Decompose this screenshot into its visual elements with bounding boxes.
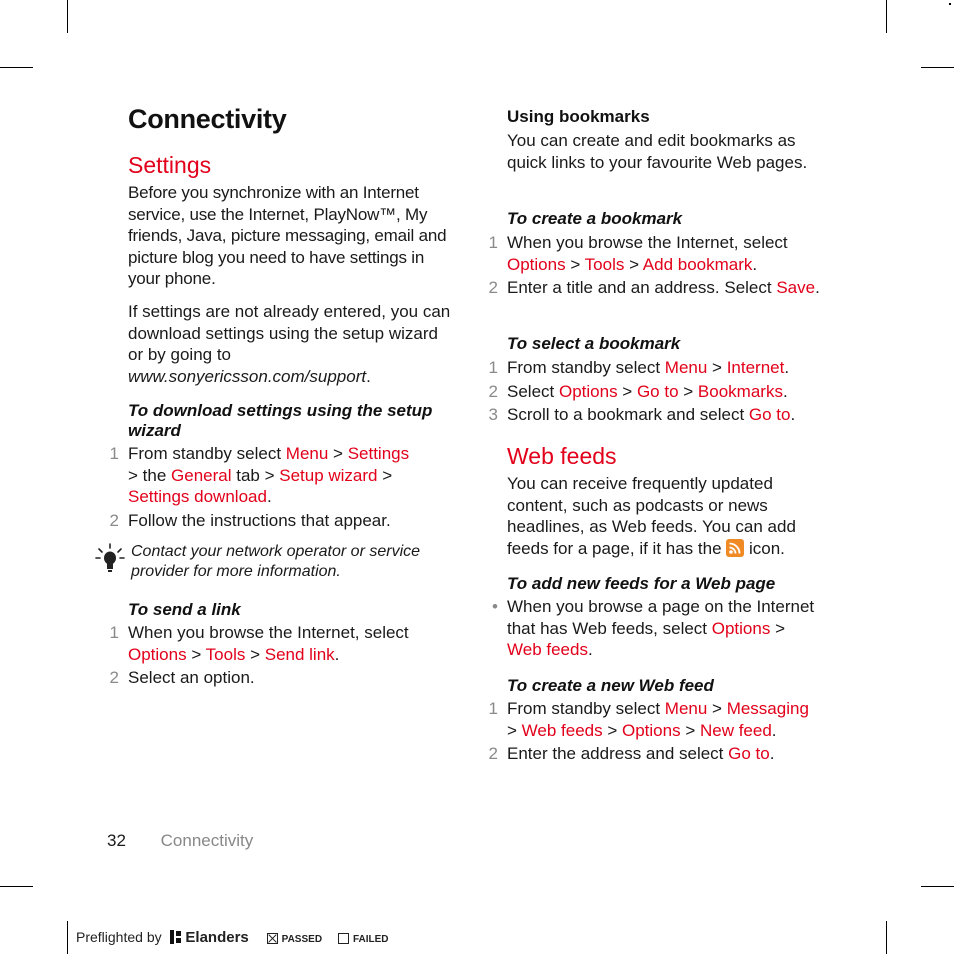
crop-mark bbox=[67, 921, 68, 954]
step-number: 2 bbox=[109, 668, 119, 687]
tools-link[interactable]: Tools bbox=[205, 644, 246, 664]
bookmarks-paragraph: You can create and edit bookmarks as quick links to your favourite Web pages. bbox=[507, 131, 808, 172]
select-bookmark-steps bbox=[488, 357, 847, 426]
support-url[interactable]: www.sonyericsson.com/support bbox=[128, 366, 367, 386]
settings-heading: Settings bbox=[128, 152, 212, 178]
menu-link[interactable]: Menu bbox=[664, 699, 708, 718]
new-feed-steps bbox=[488, 698, 847, 765]
web-feeds-link[interactable]: Web feeds bbox=[521, 720, 603, 740]
step-2: 2 Select an option. bbox=[128, 667, 448, 689]
step-1: 1 From standby select Menu > Messaging > Web feeds > Options > New feed. bbox=[507, 698, 847, 741]
download-settings-heading: To download settings using the setup wizard bbox=[128, 401, 433, 440]
crop-mark bbox=[921, 67, 954, 68]
step-1: 1 When you browse the Internet, select Options > Tools > Add bookmark. bbox=[507, 232, 837, 275]
options-link[interactable]: Options bbox=[128, 644, 187, 664]
step-number: 2 bbox=[488, 278, 498, 297]
menu-link[interactable]: Menu bbox=[285, 444, 329, 463]
lightbulb-icon bbox=[95, 543, 125, 575]
settings-link[interactable]: Settings bbox=[347, 444, 410, 463]
checkbox-checked-icon bbox=[267, 933, 278, 944]
step-number: 2 bbox=[109, 510, 119, 530]
crop-mark bbox=[886, 921, 887, 954]
crop-mark bbox=[921, 886, 954, 887]
step-2: 2 Follow the instructions that appear. bbox=[128, 510, 448, 532]
step-number: 2 bbox=[488, 381, 498, 401]
create-bookmark-steps bbox=[488, 232, 837, 299]
save-link[interactable]: Save bbox=[776, 278, 816, 297]
step-3: 3 Scroll to a bookmark and select Go to. bbox=[507, 404, 847, 426]
preflight-passed: PASSED bbox=[281, 934, 323, 945]
go-to-link[interactable]: Go to bbox=[748, 405, 791, 424]
add-feeds-steps bbox=[492, 596, 817, 661]
preflight-stamp bbox=[76, 929, 389, 946]
general-link[interactable]: General bbox=[171, 465, 232, 485]
checkbox-empty-icon bbox=[338, 933, 349, 944]
preflight-prefix: Preflighted by bbox=[76, 929, 162, 945]
using-bookmarks-heading: Using bookmarks bbox=[507, 107, 650, 126]
step-1: 1 From standby select Menu > Internet. bbox=[507, 357, 847, 379]
step-number: 1 bbox=[488, 233, 498, 252]
bullet: • bbox=[492, 597, 498, 616]
step-1: 1 From standby select Menu > Settings > the General tab > Setup wizard > Settings download. bbox=[128, 443, 448, 508]
new-feed-link[interactable]: New feed bbox=[699, 720, 772, 740]
preflight-failed: FAILED bbox=[352, 934, 389, 945]
step-number: 1 bbox=[488, 699, 498, 718]
select-bookmark-heading: To select a bookmark bbox=[507, 334, 681, 353]
step-number: 2 bbox=[488, 744, 498, 763]
download-steps bbox=[109, 443, 448, 531]
step-number: 1 bbox=[109, 444, 119, 463]
send-link-steps bbox=[109, 622, 448, 689]
go-to-link[interactable]: Go to bbox=[636, 381, 679, 401]
footer-section: Connectivity bbox=[160, 831, 254, 850]
internet-link[interactable]: Internet bbox=[726, 358, 785, 377]
options-link[interactable]: Options bbox=[711, 618, 771, 638]
options-link[interactable]: Options bbox=[558, 381, 618, 401]
crop-mark bbox=[886, 0, 887, 33]
tools-link[interactable]: Tools bbox=[584, 254, 625, 274]
rss-feed-icon bbox=[726, 539, 744, 557]
web-feeds-heading: Web feeds bbox=[507, 443, 617, 469]
step-number: 1 bbox=[109, 623, 119, 642]
crop-mark bbox=[0, 67, 33, 68]
bookmarks-link[interactable]: Bookmarks bbox=[697, 381, 783, 401]
setup-wizard-link[interactable]: Setup wizard bbox=[279, 465, 378, 485]
settings-paragraph-2: If settings are not already entered, you can download settings using the setup wizard or by going to www.sonyericsson.com/support. bbox=[128, 302, 451, 386]
step-2: 2 Enter a title and an address. Select Save. bbox=[507, 277, 837, 299]
web-feeds-paragraph: You can receive frequently updated content, such as podcasts or news headlines, as Web feeds. You can add feeds for a page, if it has the icon. bbox=[507, 474, 796, 558]
web-feeds-link[interactable]: Web feeds bbox=[507, 640, 588, 659]
go-to-link[interactable]: Go to bbox=[728, 744, 770, 763]
bullet-item: • When you browse a page on the Internet that has Web feeds, select Options > Web feeds. bbox=[507, 596, 817, 661]
messaging-link[interactable]: Messaging bbox=[726, 699, 809, 718]
step-2: 2 Select Options > Go to > Bookmarks. bbox=[507, 381, 847, 403]
page-number: 32 bbox=[107, 831, 126, 850]
step-number: 3 bbox=[488, 405, 498, 424]
crop-mark bbox=[67, 0, 68, 33]
add-feeds-heading: To add new feeds for a Web page bbox=[507, 574, 776, 593]
crop-mark bbox=[0, 886, 33, 887]
elanders-logo-icon bbox=[170, 930, 182, 944]
settings-download-link[interactable]: Settings download bbox=[128, 487, 267, 506]
menu-link[interactable]: Menu bbox=[664, 358, 708, 377]
new-feed-heading: To create a new Web feed bbox=[507, 676, 714, 695]
send-link-heading: To send a link bbox=[128, 600, 241, 619]
crop-dot bbox=[949, 3, 951, 5]
tip-note: Contact your network operator or service provider for more information. bbox=[131, 543, 421, 580]
page-title: Connectivity bbox=[128, 104, 287, 134]
preflight-brand: Elanders bbox=[185, 929, 249, 946]
step-number: 1 bbox=[488, 358, 498, 377]
step-1: 1 When you browse the Internet, select Options > Tools > Send link. bbox=[128, 622, 448, 665]
step-2: 2 Enter the address and select Go to. bbox=[507, 743, 847, 765]
create-bookmark-heading: To create a bookmark bbox=[507, 209, 683, 228]
options-link[interactable]: Options bbox=[622, 720, 681, 740]
add-bookmark-link[interactable]: Add bookmark bbox=[642, 254, 753, 274]
options-link[interactable]: Options bbox=[507, 254, 566, 274]
page-footer bbox=[107, 831, 253, 851]
settings-paragraph: Before you synchronize with an Internet service, use the Internet, PlayNow™, My friends, Java, picture messaging, email and picture blog you need to have settings in your phone. bbox=[128, 183, 447, 288]
send-link-link[interactable]: Send link bbox=[264, 644, 335, 664]
